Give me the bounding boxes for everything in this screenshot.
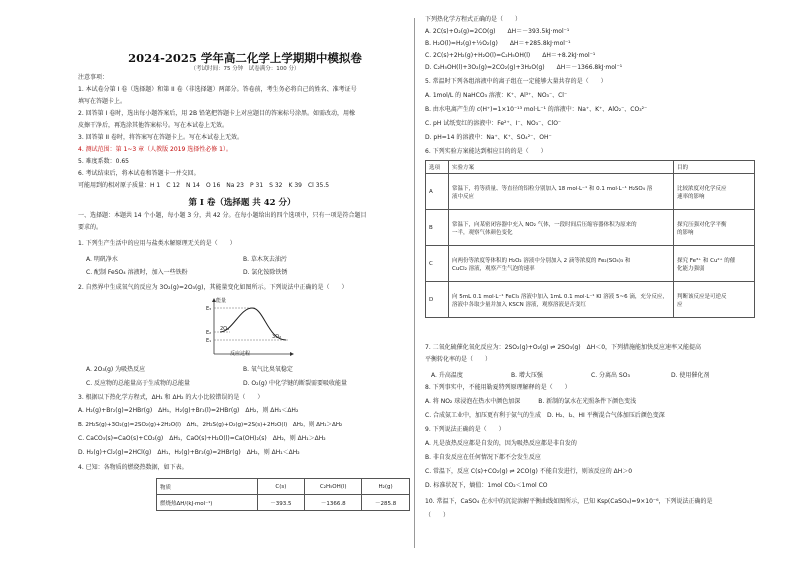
plan-line: 液中反应: [452, 193, 475, 200]
goal-line: 的影响: [677, 229, 694, 236]
q4-option-b: B. H₂O(l)=H₂(g)+½O₂(g) ΔH＝+285.8kJ·mol⁻¹: [425, 40, 571, 47]
experiment-option: B: [426, 210, 449, 246]
experiment-option: C: [426, 246, 449, 282]
q7-stem: 7. 二氧化硫催化氧化反应为：2SO₂(g)+O₂(g) ⇌ 2SO₃(g) ΔH＜0，下列措施能加快反应速率又能提高: [425, 344, 702, 351]
q6-stem: 6. 下列实验方案能达到相应目的的是（ ）: [425, 148, 547, 155]
plan-line: CuCl₂ 溶液，观察产生气泡的速率: [452, 265, 535, 272]
plan-line: 常温下，将等质量、等直径的铝粒分别加入 18 mol·L⁻¹ 和 0.1 mol·L⁻¹ H₂SO₄ 溶: [452, 185, 653, 192]
intro-line: 要求的。: [78, 224, 103, 231]
q7-option-b: B. 增大压强: [511, 372, 543, 379]
notice-line: 2. 回答第 I 卷时，选出每小题答案后，用 2B 铅笔把答题卡上对应题目的答案标号涂黑。如需改动，用橡: [78, 110, 355, 117]
experiment-plan: [449, 246, 674, 282]
experiment-goal: [674, 210, 755, 246]
q4-stem: 4. 已知：各物质的燃烧热数据，如下表。: [78, 464, 188, 471]
experiment-table-header: 目的: [674, 161, 755, 174]
plan-line: 向 5mL 0.1 mol·L⁻¹ FeCl₃ 溶液中加入 1mL 0.1 mol·L⁻¹ KI 溶液 5~6 滴，充分反应，: [452, 293, 668, 300]
q3-option-c: C. CaCO₃(s)=CaO(s)+CO₂(g) ΔH₁，CaO(s)+H₂O(l)=Ca(OH)₂(s) ΔH₂，则 ΔH₁＞ΔH₂: [78, 435, 326, 442]
diagram-e3: E₃: [206, 306, 212, 312]
experiment-table-header: 实验方案: [449, 161, 674, 174]
diagram-y-label: 能量: [216, 298, 227, 304]
left-column: [78, 0, 406, 562]
q1-option-a: A. 明矾净水: [86, 256, 118, 263]
q9-option-c: C. 常温下，反应 C(s)+CO₂(g) ⇌ 2CO(g) 不能自发进行，则该反应的 ΔH＞0: [425, 468, 633, 475]
q8-options-cd: C. 合成氨工业中，加压更有利于氨气的生成 D. H₂、I₂、HI 平衡混合气体加压后颜色变深: [425, 412, 665, 419]
q4-option-d: D. C₂H₅OH(l)+3O₂(g)=2CO₂(g)+3H₂O(g) ΔH＝－1366.8kJ·mol⁻¹: [425, 64, 623, 71]
experiment-goal: [674, 174, 755, 210]
notice-line: 3. 回答第 II 卷时，将答案写在答题卡上。写在本试卷上无效。: [78, 134, 243, 141]
experiment-option: A: [426, 174, 449, 210]
diagram-species-a: 2O₃: [220, 326, 230, 332]
exam-title: 2024-2025 学年高二化学上学期期中模拟卷: [128, 51, 362, 65]
atomic-mass-line: 可能用到的相对原子质量：H 1 C 12 N 14 O 16 Na 23 P 31 S 32 K 39 Cl 35.5: [78, 182, 330, 189]
goal-line: 探究压强对化学平衡: [677, 221, 727, 228]
notice-line: 5. 难度系数：0.65: [78, 158, 129, 165]
goal-line: 速率的影响: [677, 193, 705, 200]
experiment-plan: [449, 282, 674, 318]
q5-stem: 5. 常温时下列各组溶液中的离子组在一定能够大量共存的是（ ）: [425, 78, 607, 85]
heat-table-header: C(s): [257, 479, 305, 495]
q2-option-d: D. O₂(g) 中化学键的断裂需要吸收能量: [243, 380, 347, 387]
q5-option-b: B. 由水电离产生的 c(H⁺)=1×10⁻¹³ mol·L⁻¹ 的溶液中：Na⁺、K⁺、AlO₂⁻、CO₃²⁻: [425, 106, 648, 113]
q2-option-c: C. 反应物的总能量高于生成物的总能量: [86, 380, 191, 387]
goal-line: 判断该反应是可逆反: [677, 293, 727, 300]
energy-diagram: [206, 296, 296, 358]
q10-stem: 10. 常温下，CaSO₄ 在水中的沉淀溶解平衡曲线如图所示，已知 Ksp(CaSO₄)=9×10⁻⁶，下列说法正确的是: [425, 498, 713, 505]
heat-table-cell: －1366.8: [305, 495, 362, 511]
notice-line: 1. 本试卷分第 I 卷（选择题）和第 II 卷（非选择题）两部分。答卷前，考生务必将自己的姓名、准考证号: [78, 86, 357, 93]
notice-line: 填写在答题卡上。: [78, 98, 127, 105]
q7-stem-2: 平衡转化率的是（ ）: [425, 356, 492, 363]
heat-table-header: C₂H₅OH(l): [305, 479, 362, 495]
q3-option-b: B. 2H₂S(g)+3O₂(g)=2SO₂(g)+2H₂O(l) ΔH₁，2H₂S(g)+O₂(g)=2S(s)+2H₂O(l) ΔH₂，则 ΔH₁＞ΔH₂: [78, 422, 343, 428]
q5-option-a: A. 1mol/L 的 NaHCO₃ 溶液：K⁺、Al³⁺、NO₃⁻、Cl⁻: [425, 92, 568, 99]
q4-option-a: A. 2C(s)+O₂(g)=2CO(g) ΔH＝－393.5kJ·mol⁻¹: [425, 28, 570, 35]
q8-stem: 8. 下列事实中，不能用勒夏特列原理解释的是（ ）: [425, 384, 571, 391]
q5-option-c: C. pH 试纸变红的溶液中：Fe²⁺、I⁻、NO₃⁻、ClO⁻: [425, 120, 562, 127]
right-column: [425, 0, 755, 562]
q7-option-d: D. 使用催化剂: [671, 372, 710, 379]
plan-line: 溶液中各取少量并加入 KSCN 溶液，观察溶液是否变红: [452, 301, 587, 308]
plan-line: 常温下，向某密闭容器中充入 NO₂ 气体，一段时间后压缩容器体积为原来的: [452, 221, 637, 228]
goal-line: 探究 Fe³⁺ 和 Cu²⁺ 的催: [677, 257, 736, 264]
q9-stem: 9. 下列说法正确的是（ ）: [425, 426, 505, 433]
q7-option-a: A. 升高温度: [431, 372, 463, 379]
diagram-e1: E₁: [206, 338, 212, 344]
heat-table-cell: －285.8: [362, 495, 410, 511]
notice-heading: 注意事项：: [78, 74, 109, 81]
experiment-goal: [674, 282, 755, 318]
plan-line: 一半，观察气体颜色变化: [452, 229, 513, 236]
q4-cont-stem: 下列热化学方程式正确的是（ ）: [425, 16, 522, 23]
q2-option-a: A. 2O₃(g) 为吸热反应: [86, 366, 146, 373]
q7-option-c: C. 分离出 SO₃: [591, 372, 630, 379]
goal-line: 比较浓度对化学反应: [677, 185, 727, 192]
heat-table-cell: －393.5: [257, 495, 305, 511]
diagram-species-b: 3O₂: [272, 334, 282, 340]
experiment-table-header: 选项: [426, 161, 449, 174]
q1-stem: 1. 下列生产生活中的应用与盐类水解原理无关的是（ ）: [78, 240, 236, 247]
intro-line: 一、选择题：本题共 14 个小题，每小题 3 分，共 42 分。在每小题给出的四个选项中，只有一项是符合题目: [78, 212, 367, 219]
heat-table-row-label: 燃烧热ΔH/(kJ·mol⁻¹): [157, 495, 258, 511]
column-divider: [414, 18, 415, 548]
goal-line: 应: [677, 301, 683, 308]
q1-option-c: C. 配制 FeSO₄ 溶液时，加入一些铁粉: [86, 269, 188, 276]
experiment-goal: [674, 246, 755, 282]
diagram-e2: E₂: [206, 330, 212, 336]
experiment-option: D: [426, 282, 449, 318]
exam-subtitle: （考试时间：75 分钟 试卷满分：100 分）: [190, 66, 300, 72]
q3-stem: 3. 根据以下热化学方程式，ΔH₁ 和 ΔH₂ 的大小比较错误的是（ ）: [78, 394, 264, 401]
q3-option-d: D. H₂(g)+Cl₂(g)=2HCl(g) ΔH₁，H₂(g)+Br₂(g)=2HBr(g) ΔH₂，则 ΔH₁＜ΔH₂: [78, 449, 300, 456]
q9-option-a: A. 凡是放热反应都是自发的，因为吸热反应都是非自发的: [425, 440, 577, 447]
diagram-x-label: 反应过程: [230, 351, 251, 357]
q9-option-b: B. 非自发反应在任何情况下都不会发生反应: [425, 454, 541, 461]
plan-line: 向两份等浓度等体积的 H₂O₂ 溶液中分别加入 2 滴等浓度的 Fe₂(SO₄)₃ 和: [452, 257, 631, 264]
notice-line-scope: 4. 测试范围：第 1~3 章（人教版 2019 选择性必修 1）。: [78, 146, 232, 153]
notice-line: 6. 考试结束后，将本试卷和答题卡一并交回。: [78, 170, 200, 177]
q8-options-ab: A. 将 NO₂ 球浸泡在热水中颜色加深 B. 新制的氯水在光照条件下颜色变浅: [425, 398, 637, 405]
q10-stem-2: （ ）: [425, 512, 450, 519]
experiment-table: [425, 160, 755, 318]
q3-option-a: A. H₂(g)+Br₂(g)=2HBr(g) ΔH₁，H₂(g)+Br₂(l)=2HBr(g) ΔH₂，则 ΔH₁＜ΔH₂: [78, 407, 299, 414]
q5-option-d: D. pH=14 的溶液中：Na⁺、K⁺、SO₄²⁻、OH⁻: [425, 134, 552, 141]
goal-line: 化能力强弱: [677, 265, 705, 272]
experiment-plan: [449, 210, 674, 246]
q2-stem: 2. 自然界中生成氧气的反应为 3O₂(g)=2O₃(g)，其能量变化如图所示。下列说法中正确的是（ ）: [78, 284, 348, 291]
heat-table-header: H₂(g): [362, 479, 410, 495]
heat-table: [156, 478, 410, 511]
q2-option-b: B. 氧气比臭氧稳定: [243, 366, 293, 373]
q4-option-c: C. 2C(s)+2H₂(g)+H₂O(l)=C₂H₅OH(l) ΔH＝+8.2kJ·mol⁻¹: [425, 52, 596, 59]
q1-option-d: D. 氯化铵除铁锈: [243, 269, 288, 276]
q1-option-b: B. 草木灰去油污: [243, 256, 287, 263]
section-1-title: 第 I 卷（选择题 共 42 分）: [188, 198, 296, 208]
notice-line: 皮擦干净后，再选涂其他答案标号。写在本试卷上无效。: [78, 122, 229, 129]
heat-table-header: 物质: [157, 479, 258, 495]
experiment-plan: [449, 174, 674, 210]
q9-option-d: D. 标准状况下，熵值：1mol CO₂＜1mol CO: [425, 482, 548, 489]
